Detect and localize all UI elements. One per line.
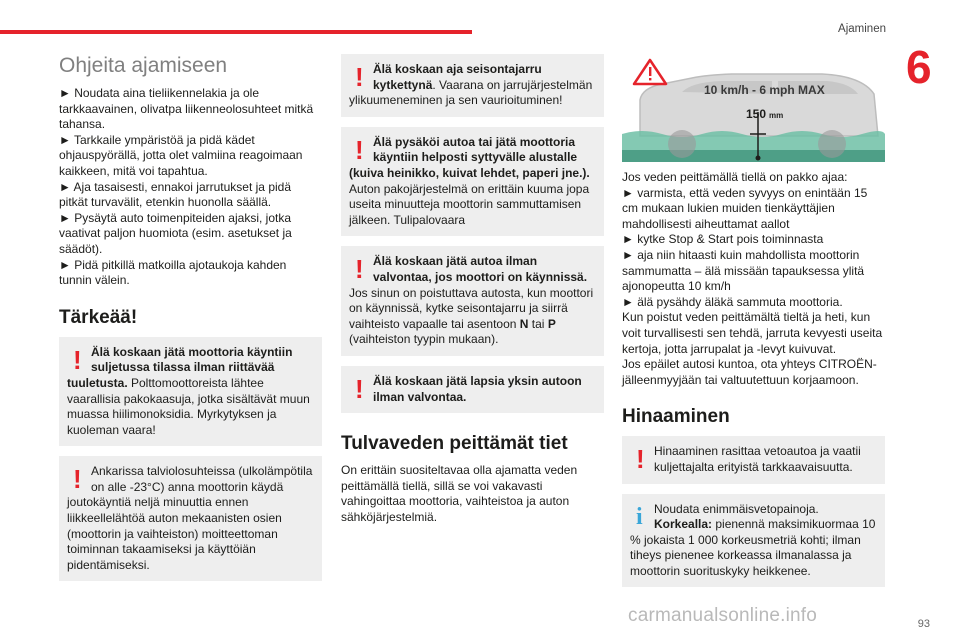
warning-box-unattended	[341, 246, 604, 356]
tow-heading: Hinaaminen	[622, 406, 730, 428]
warning-text: . Vaarana on jarrujärjestelmän ylikuumeneminen ja sen vaurioituminen!	[349, 77, 593, 108]
exclamation-icon: !	[73, 464, 82, 495]
flood-illustration	[622, 54, 885, 162]
exclamation-icon: !	[636, 444, 645, 475]
info-icon: i	[636, 503, 643, 530]
gear-n: N	[519, 316, 529, 331]
column-right	[622, 54, 885, 597]
flood-text: On erittäin suositeltavaa olla ajamatta veden peittämällä tiellä, sillä se voi vakavasti vahingoittaa moottoria, vaihteistoa ja auton sähköjärjestelmiä.	[341, 463, 578, 524]
flood-line-2: ► varmista, että veden syvyys on enintään 15 cm mukaan lukien muiden tienkäyttäjien mahdollisesti aiheuttamat aallot	[622, 185, 868, 231]
warning-text: Auton pakojärjestelmä on erittäin kuuma jopa useita minuutteja moottorin sammuttamisen jälkeen. Tulipalovaara	[349, 181, 590, 227]
page-number: 93	[917, 618, 930, 630]
flood-line-5: ► älä pysähdy äläkä sammuta moottoria.	[622, 294, 843, 309]
warning-text: (vaihteiston tyypin mukaan).	[349, 332, 499, 347]
warning-text: Polttomoottoreista lähtee vaarallisia pakokaasuja, jotka sisältävät muun muassa hiilimonoksidia. Myrkytyksen ja kuoleman vaara!	[67, 375, 310, 437]
info-bold: Korkealla:	[654, 517, 713, 532]
info-text: Noudata enimmäisvetopainoja.	[654, 501, 819, 516]
chapter-number: 6	[906, 41, 932, 93]
warning-box-ventilation	[59, 337, 322, 447]
speed-label: 10 km/h - 6 mph MAX	[704, 83, 825, 97]
gear-p: P	[547, 316, 556, 331]
warning-box-towing	[622, 436, 885, 483]
flood-line-6: Kun poistut veden peittämältä tieltä ja heti, kun voit turvallisesti sen tehdä, jarruta kevyesti useita kertoja, jotta jarrupalat ja -levyt kuivuvat.	[622, 310, 883, 356]
flood-figure	[622, 54, 885, 162]
page-title: Ohjeita ajamiseen	[59, 54, 228, 77]
bullet-5: ► Pidä pitkillä matkoilla ajotaukoja kahden tunnin välein.	[59, 257, 287, 288]
flood-line-7: Jos epäilet autosi kuntoa, ota yhteys CITROËN-jälleenmyyjään tai valtuutettuun korjaamoon.	[622, 357, 877, 387]
header-accent-bar	[0, 30, 472, 34]
warning-box-winter	[59, 456, 322, 581]
depth-unit: mm	[769, 111, 784, 120]
bullet-4: ► Pysäytä auto toimenpiteiden ajaksi, jotka vaativat paljon huomiota (esim. asetukset ja säädöt).	[59, 210, 292, 256]
exclamation-icon: !	[73, 344, 82, 375]
warning-box-flammable	[341, 127, 604, 237]
watermark: carmanualsonline.info	[628, 605, 818, 626]
flood-heading: Tulvaveden peittämät tiet	[341, 433, 568, 455]
warning-text: Ankarissa talviolosuhteissa (ulkolämpötila on alle -23°C) anna moottorin käydä joutokäyntiä neljä minuuttia ennen liikkeellelähtöä auton mekaanisten osien (moottorin ja vaihteiston) moitteettoman toiminnan takaamiseksi ja käyttöiän pidentämiseksi.	[67, 464, 313, 572]
bullet-2: ► Tarkkaile ympäristöä ja pidä kädet ohjauspyörällä, jotta olet valmiina reagoimaan kaikkeen, mitä voi tapahtua.	[59, 132, 303, 178]
warning-box-children	[341, 366, 604, 413]
exclamation-icon: !	[355, 134, 364, 165]
warning-bold: Älä koskaan aja seisontajarru kytkettynä	[373, 62, 542, 92]
warning-bold: Älä pysäköi autoa tai jätä moottoria käyntiin helposti syttyvälle alustalle (kuiva heinikko, kuivat lehdet, paperi jne.).	[349, 134, 590, 180]
bullet-3: ► Aja tasaisesti, ennakoi jarrutukset ja pidä pitkät turvavälit, etenkin huonolla säällä.	[59, 179, 292, 210]
exclamation-icon: !	[355, 373, 364, 404]
section-name: Ajaminen	[838, 23, 886, 35]
exclamation-icon: !	[355, 254, 364, 285]
depth-value: 150	[746, 107, 767, 121]
warning-bold: Älä koskaan jätä moottoria käyntiin suljetussa tilassa ilman riittävää tuuletusta.	[67, 344, 293, 390]
warning-text: tai	[528, 316, 548, 331]
warning-box-parking-brake	[341, 54, 604, 117]
flood-line-3: ► kytke Stop & Start pois toiminnasta	[622, 232, 824, 247]
important-heading: Tärkeää!	[59, 306, 138, 328]
exclamation-icon: !	[355, 62, 364, 92]
warning-text: Hinaaminen rasittaa vetoautoa ja vaatii kuljettajalta erityistä tarkkaavaisuutta.	[654, 444, 861, 474]
warning-text: Jos sinun on poistuttava autosta, kun moottori on käynnissä, kytke seisontajarru ja siirrä vaihteisto vapaalle tai asentoon	[349, 285, 594, 331]
column-middle	[341, 54, 604, 525]
flood-line-4: ► aja niin hitaasti kuin mahdollista moottorin sammumatta – älä missään tapauksessa ylitä ajonopeutta 10 km/h	[622, 247, 865, 294]
warning-bold: Älä koskaan jätä lapsia yksin autoon ilman valvontaa.	[373, 373, 582, 404]
info-text: pienennä maksimikuormaa 10 % jokaista 1 000 korkeusmetriä kohti; ilman tiheys pienenee korkeassa ilmanalassa ja moottorin suorituskyky heikkenee.	[630, 517, 876, 578]
bullet-1: ► Noudata aina tieliikennelakia ja ole tarkkaavainen, olivatpa liikenneolosuhteet mitkä tahansa.	[59, 86, 314, 132]
warning-bold: Älä koskaan jätä autoa ilman valvontaa, jos moottori on käynnissä.	[373, 254, 588, 284]
flood-line-1: Jos veden peittämällä tiellä on pakko ajaa:	[622, 170, 848, 184]
info-box-towing-loads	[622, 494, 885, 588]
column-left	[59, 54, 322, 591]
